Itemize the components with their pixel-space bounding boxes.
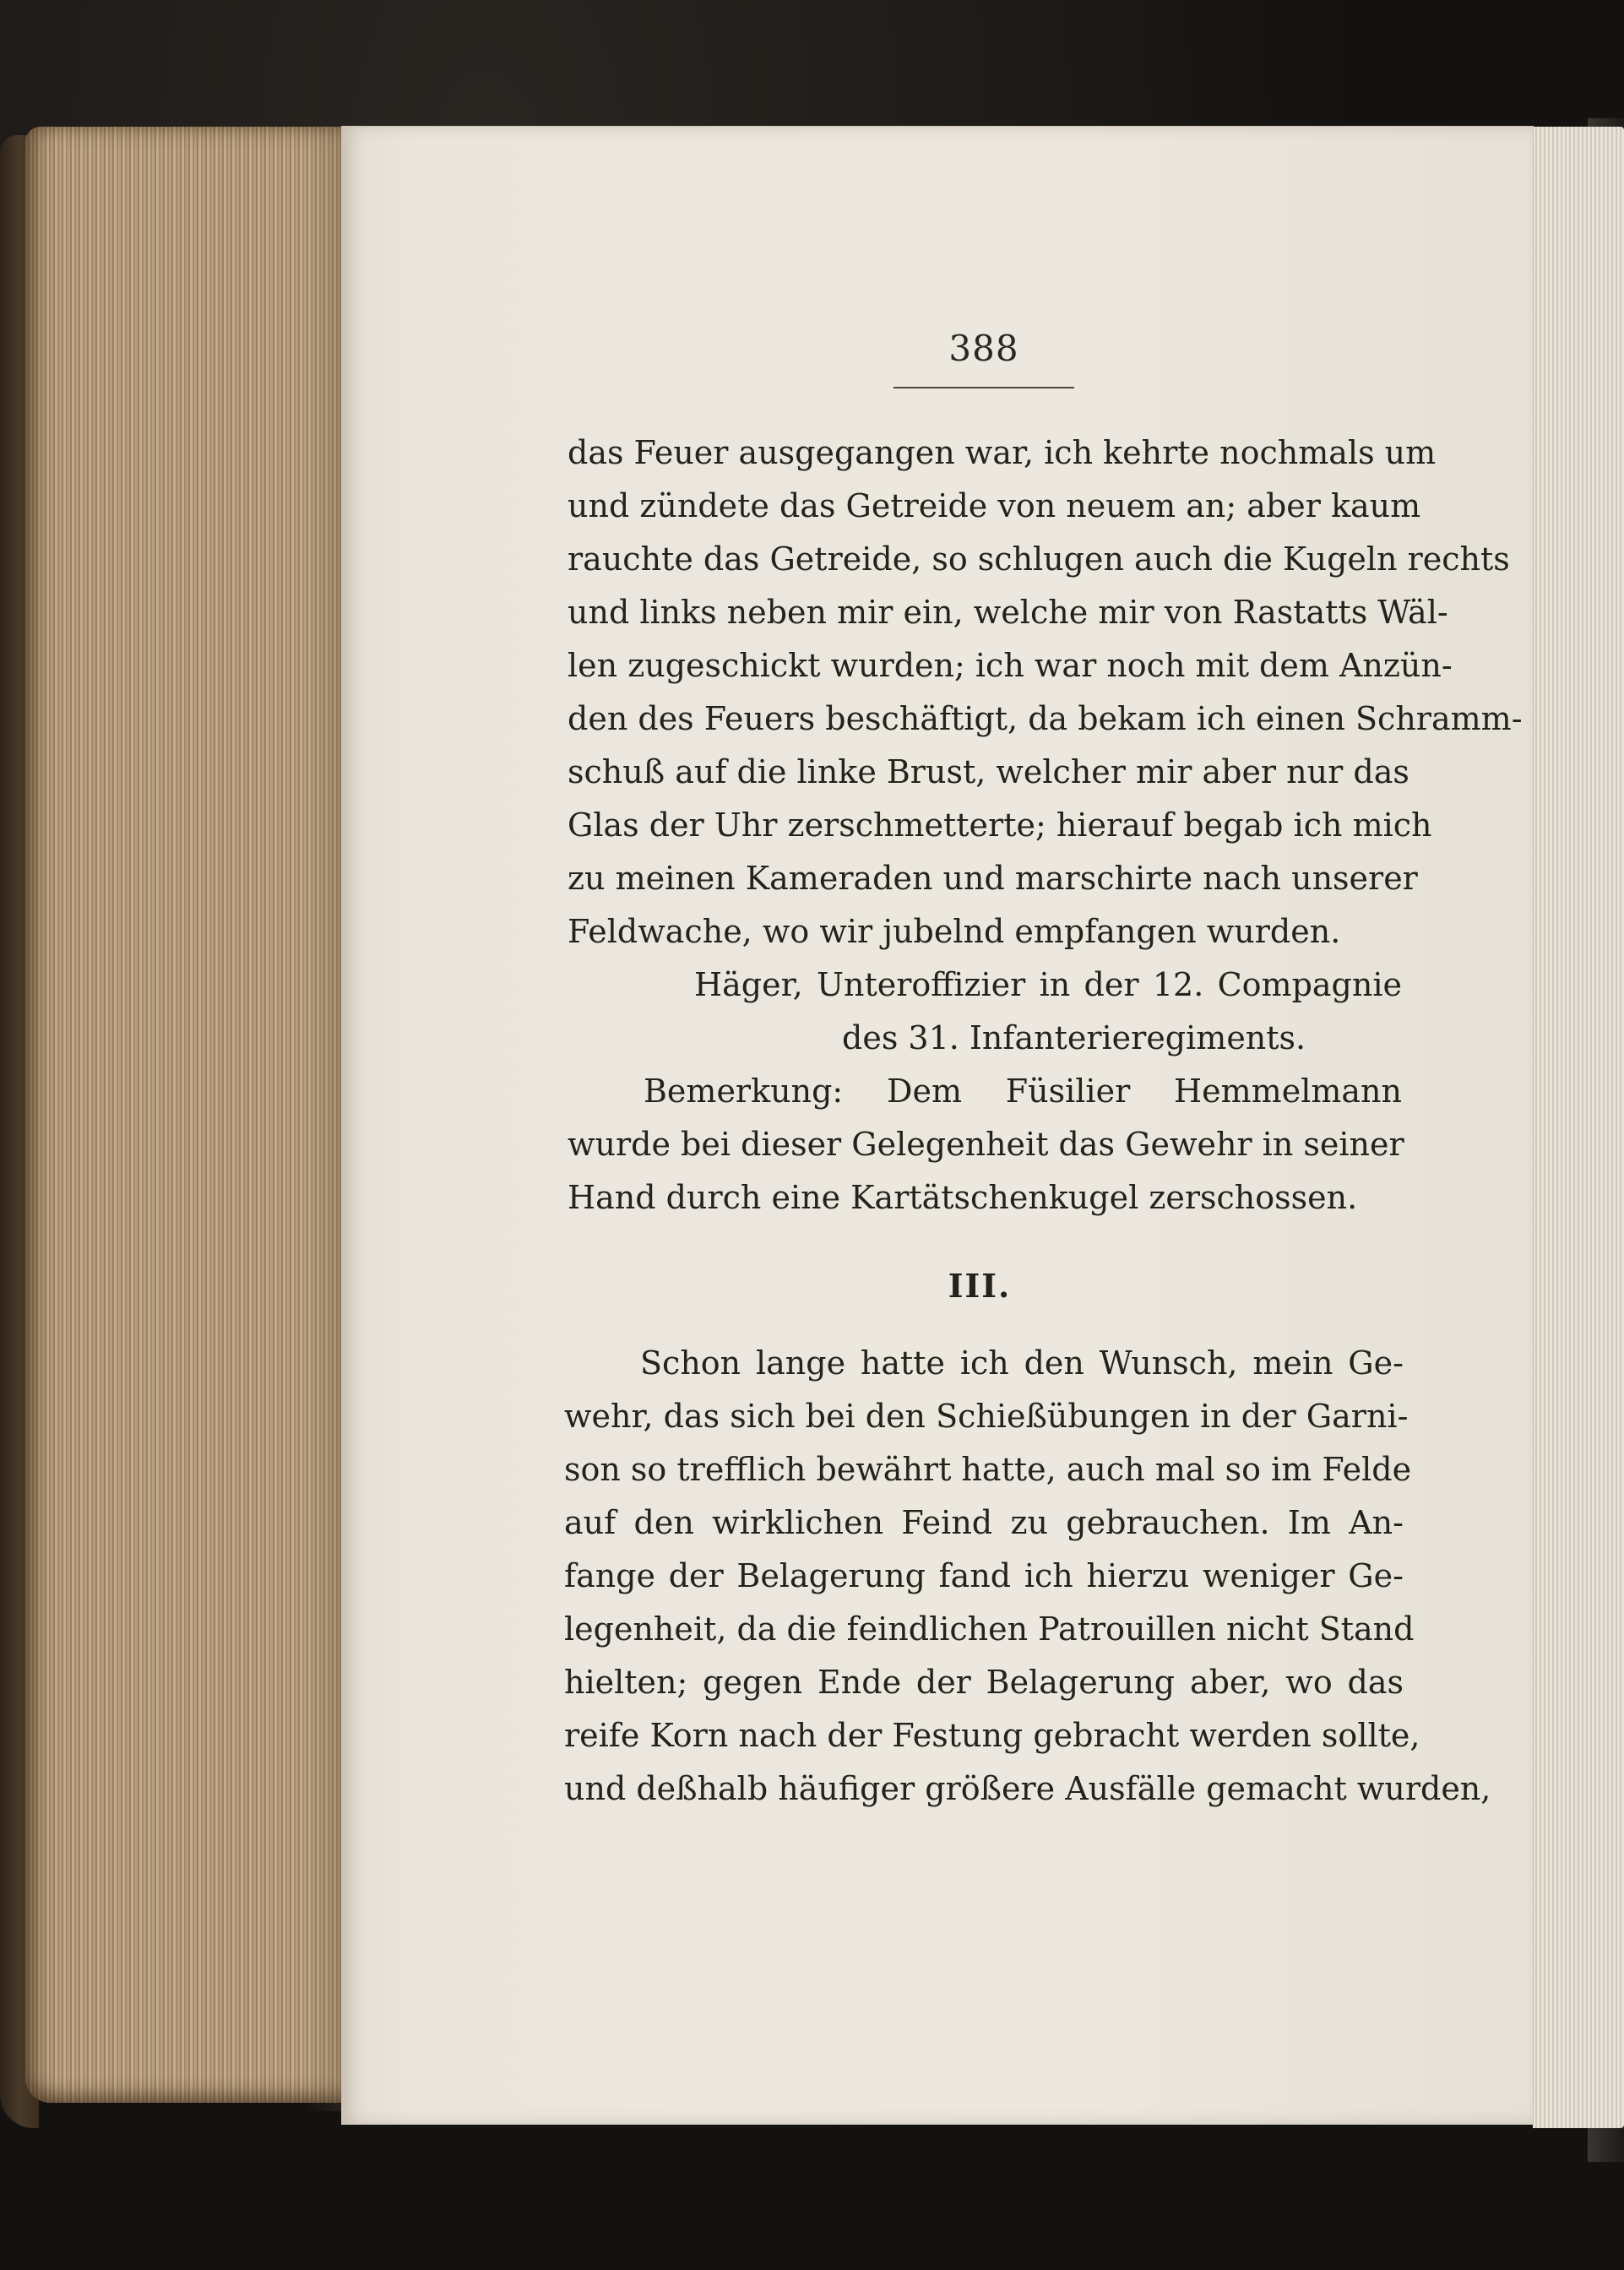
signature-line: Häger, Unteroffizier in der 12. Compagnie — [694, 966, 1402, 1003]
text-line: Feldwache, wo wir jubelnd empfangen wurden. — [568, 913, 1341, 950]
text-line: den des Feuers beschäftigt, da bekam ich einen Schramm- — [568, 700, 1523, 737]
text-line: hielten; gegen Ende der Belagerung aber, wo das — [564, 1664, 1404, 1701]
text-line: Schon lange hatte ich den Wunsch, mein Ge- — [640, 1344, 1404, 1382]
text-line: und zündete das Getreide von neuem an; aber kaum — [568, 487, 1421, 524]
signature-line: des 31. Infanterieregiments. — [842, 1019, 1306, 1056]
text-line: wehr, das sich bei den Schießübungen in der Garni- — [564, 1398, 1409, 1435]
text-line: auf den wirklichen Feind zu gebrauchen. Im An- — [564, 1504, 1404, 1541]
text-line: Glas der Uhr zerschmetterte; hierauf begab ich mich — [568, 806, 1432, 844]
text-line: schuß auf die linke Brust, welcher mir aber nur das — [568, 753, 1409, 790]
text-line: fange der Belagerung fand ich hierzu weniger Ge- — [564, 1557, 1404, 1594]
text-line: und deßhalb häufiger größere Ausfälle gemacht wurden, — [564, 1770, 1491, 1807]
right-page-edges — [1533, 127, 1624, 2128]
remark-line: Bemerkung: Dem Füsilier Hemmelmann — [644, 1073, 1402, 1110]
text-line: das Feuer ausgegangen war, ich kehrte nochmals um — [568, 434, 1437, 471]
text-line: son so trefflich bewährt hatte, auch mal so im Felde — [564, 1451, 1412, 1488]
section-heading: III. — [948, 1267, 1012, 1305]
text-line: reife Korn nach der Festung gebracht werden sollte, — [564, 1717, 1420, 1754]
body-text-bottom — [564, 1337, 1491, 1816]
text-line: legenheit, da die feindlichen Patrouillen nicht Stand — [564, 1610, 1415, 1648]
text-line: len zugeschickt wurden; ich war noch mit dem Anzün- — [568, 647, 1453, 684]
body-text-top — [568, 426, 1523, 1225]
text-line: rauchte das Getreide, so schlugen auch die Kugeln rechts — [568, 540, 1510, 578]
remark-line: Hand durch eine Kartätschenkugel zerschossen. — [568, 1179, 1358, 1216]
remark-line: wurde bei dieser Gelegenheit das Gewehr in seiner — [568, 1126, 1404, 1163]
header-rule — [893, 387, 1074, 388]
page-number: 388 — [948, 328, 1019, 369]
text-line: zu meinen Kameraden und marschirte nach unserer — [568, 860, 1418, 897]
text-line: und links neben mir ein, welche mir von Rastatts Wäl- — [568, 594, 1448, 631]
